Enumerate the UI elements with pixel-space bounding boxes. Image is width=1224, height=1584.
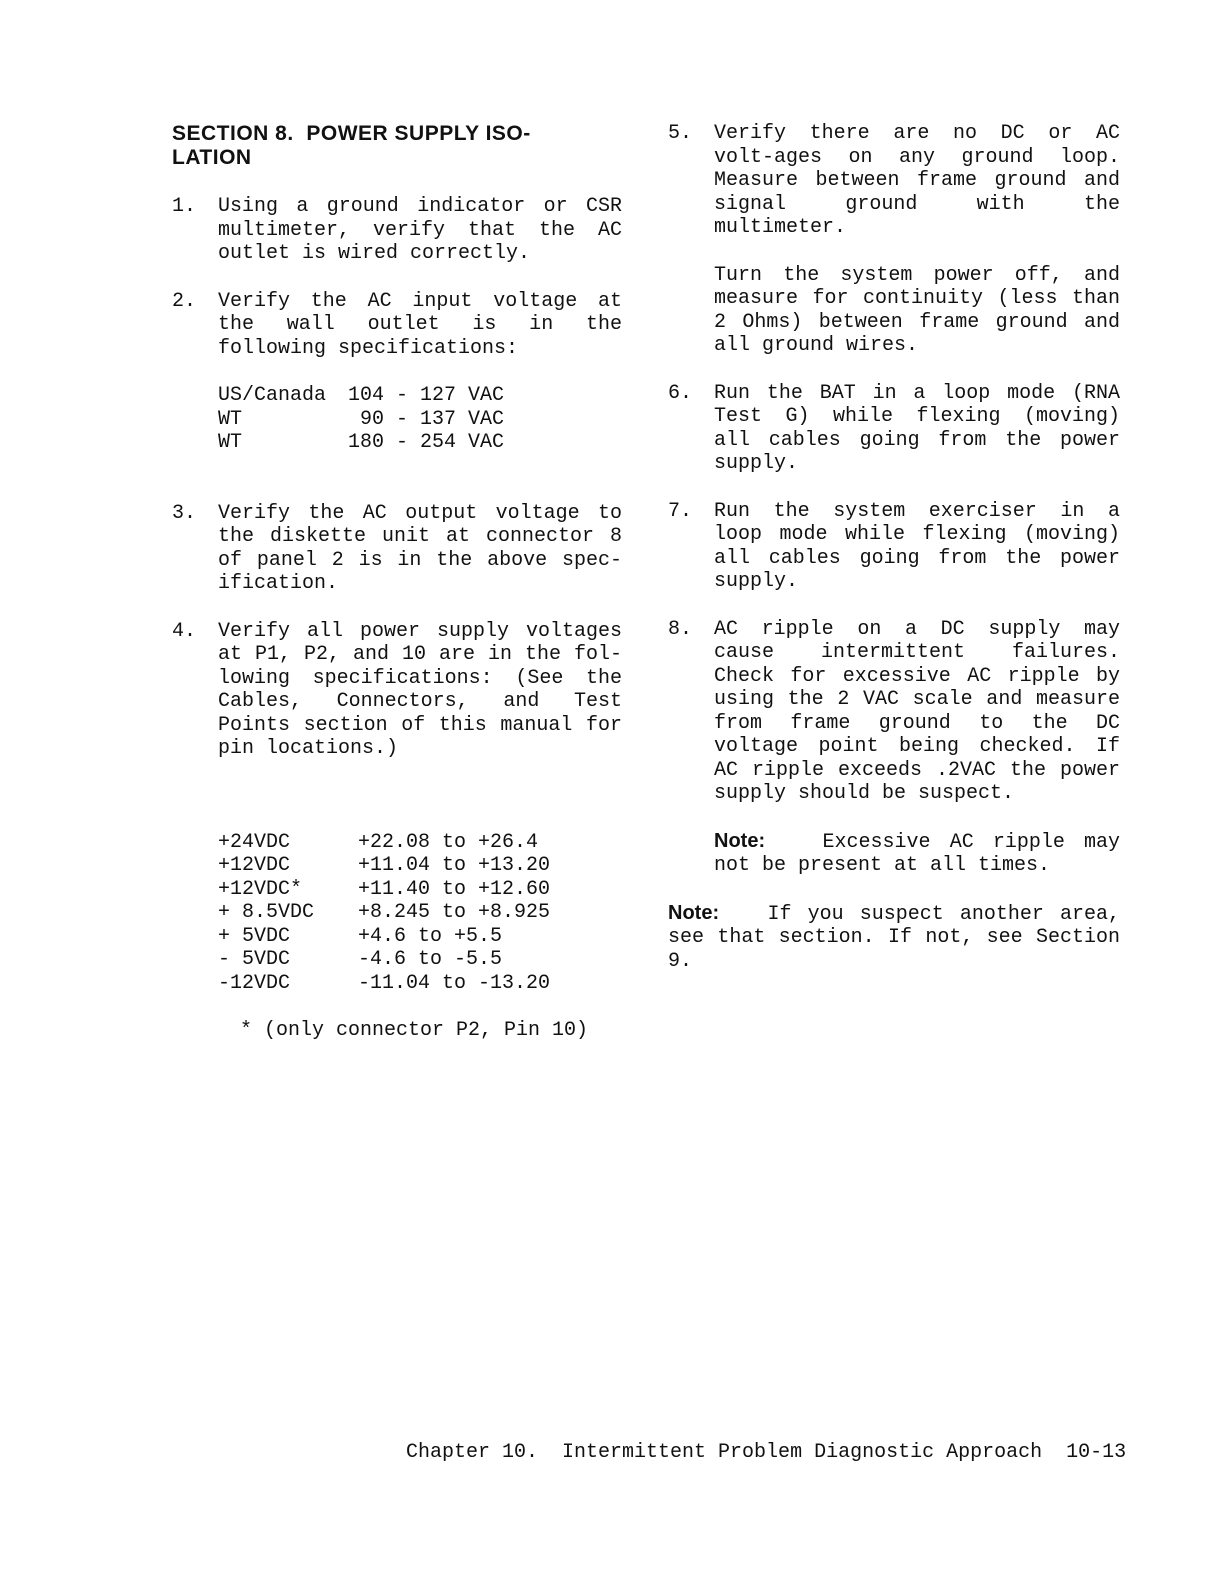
- voltage-row: [218, 948, 550, 972]
- voltage-label: + 5VDC: [218, 924, 291, 948]
- step-number: 2.: [172, 289, 197, 313]
- step-4: [172, 620, 622, 1043]
- voltage-label: +12VDC: [218, 854, 291, 877]
- voltage-label: - 5VDC: [218, 948, 291, 971]
- step-8-note: [714, 830, 1120, 878]
- spec-range: 104 - 127 VAC: [348, 384, 505, 407]
- section-title-line2: LATION: [172, 146, 252, 169]
- page-number: 10-13: [1066, 1441, 1127, 1464]
- voltage-row: [218, 854, 550, 878]
- step-1: [172, 195, 622, 266]
- step-number: 6.: [668, 381, 693, 405]
- voltage-footnote: * (only connector P2, Pin 10): [240, 1019, 589, 1042]
- voltage-label: -12VDC: [218, 971, 291, 995]
- voltage-label: +24VDC: [218, 830, 291, 854]
- voltage-row: [218, 972, 550, 996]
- voltage-row: [218, 831, 550, 855]
- left-column: [172, 122, 622, 1043]
- spec-row: [218, 431, 504, 455]
- spec-range: 180 - 254 VAC: [348, 431, 505, 454]
- voltage-range: +22.08 to +26.4: [358, 830, 539, 854]
- step-8: [668, 618, 1120, 878]
- note-text: If you suspect another area, see that section. If not, see Section 9.: [668, 902, 1120, 973]
- spec-region: US/Canada: [218, 384, 327, 407]
- step-text-continued: Turn the system power off, and measure for continuity (less than 2 Ohms) between frame ground and all ground wires.: [714, 263, 1120, 357]
- voltage-row: [218, 878, 550, 902]
- right-column: [668, 122, 1120, 973]
- section-title-line1: SECTION 8. POWER SUPPLY ISO-: [172, 122, 531, 145]
- dc-voltage-table: [218, 831, 550, 996]
- ac-input-spec-table: [218, 384, 504, 455]
- spec-row: [218, 384, 504, 408]
- step-number: 7.: [668, 499, 693, 523]
- step-text: Verify there are no DC or AC volt-ages on any ground loop. Measure between frame ground and signal ground with the multimeter.: [714, 122, 1120, 239]
- chapter-title: Chapter 10. Intermittent Problem Diagnostic Approach: [406, 1441, 1043, 1464]
- step-text: Verify the AC input voltage at the wall outlet is in the following specifications:: [218, 289, 622, 360]
- note-label: Note:: [714, 829, 766, 852]
- section-title: [172, 122, 622, 170]
- step-5: [668, 122, 1120, 358]
- voltage-label: + 8.5VDC: [218, 901, 315, 924]
- spec-row: [218, 408, 504, 432]
- step-text: Verify the AC output voltage to the diskette unit at connector 8 of panel 2 is in the above spec-ification.: [218, 501, 622, 595]
- step-number: 3.: [172, 501, 197, 525]
- final-note: [668, 902, 1120, 974]
- step-2: [172, 290, 622, 455]
- page-footer: [406, 1441, 1127, 1465]
- voltage-range: -11.04 to -13.20: [358, 971, 551, 995]
- voltage-range: +8.245 to +8.925: [358, 901, 551, 924]
- step-number: 5.: [668, 122, 693, 145]
- voltage-range: +11.40 to +12.60: [358, 877, 551, 901]
- voltage-row: [218, 925, 550, 949]
- step-7: [668, 500, 1120, 594]
- spec-region: WT: [218, 407, 243, 431]
- voltage-range: +4.6 to +5.5: [358, 924, 503, 948]
- step-text: Run the BAT in a loop mode (RNA Test G) while flexing (moving) all cables going from the power supply.: [714, 381, 1120, 475]
- voltage-range: -4.6 to -5.5: [358, 948, 503, 971]
- step-number: 4.: [172, 619, 197, 643]
- step-text: Verify all power supply voltages at P1, P2, and 10 are in the fol-lowing specifications: (See the Cables, Connectors, and Test Points section of this manual for pin locations.): [218, 619, 622, 760]
- step-text: Using a ground indicator or CSR multimeter, verify that the AC outlet is wired correctly.: [218, 195, 622, 265]
- note-text: Excessive AC ripple may not be present at all times.: [714, 830, 1120, 877]
- note-label: Note:: [668, 901, 720, 924]
- step-text: Run the system exerciser in a loop mode while flexing (moving) all cables going from the power supply.: [714, 499, 1120, 593]
- spec-region: WT: [218, 431, 243, 454]
- step-text: AC ripple on a DC supply may cause intermittent failures. Check for excessive AC ripple by using the 2 VAC scale and measure from frame ground to the DC voltage point being checked. If AC ripple exceeds .2VAC the power supply should be suspect.: [714, 617, 1120, 805]
- voltage-label: +12VDC*: [218, 877, 303, 901]
- step-3: [172, 502, 622, 596]
- step-number: 1.: [172, 195, 197, 218]
- step-6: [668, 382, 1120, 476]
- step-number: 8.: [668, 617, 693, 641]
- spec-range: 90 - 137 VAC: [348, 407, 505, 431]
- voltage-row: [218, 901, 550, 925]
- voltage-range: +11.04 to +13.20: [358, 854, 551, 877]
